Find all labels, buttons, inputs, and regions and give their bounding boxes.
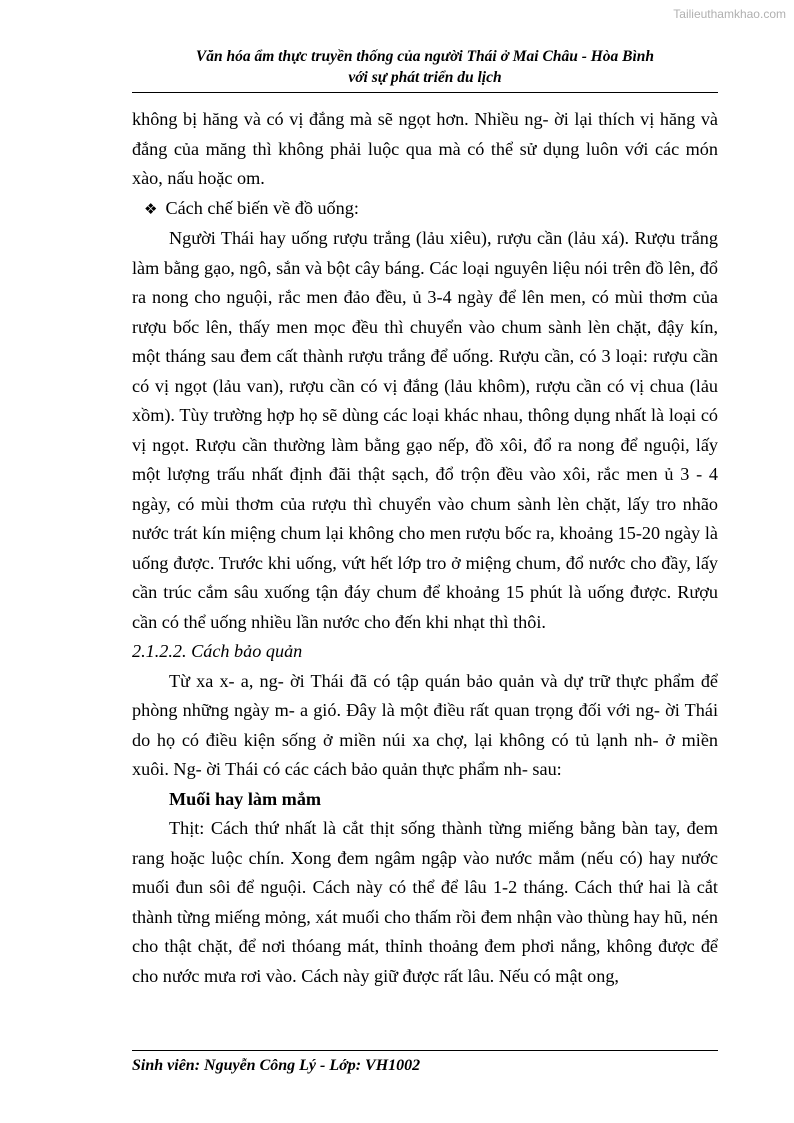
bullet-heading-text: Cách chế biến về đồ uống: xyxy=(165,197,359,218)
watermark: Tailieuthamkhao.com xyxy=(673,7,786,21)
page-body xyxy=(132,105,718,991)
paragraph-2: Người Thái hay uống rượu trắng (lảu xiêu), rượu cần (lảu xá). Rượu trắng làm bằng gạo, ngô, sắn và bột cây báng. Các loại nguyên liệu nói trên đồ lên, đổ ra nong cho nguội, rắc men đảo đều, ủ 3-4 ngày để lên men, có mùi thơm của rượu bốc lên, thấy men mọc đều thì chuyển vào chum sành lèn chặt, đậy kín, một tháng sau đem cất thành rượu trắng để uống. Rượu cần, có 3 loại: rượu cần có vị ngọt (lảu van), rượu cần có vị đắng (lảu khôm), rượu cần có vị chua (lảu xồm). Tùy trường hợp họ sẽ dùng các loại khác nhau, thông dụng nhất là loại có vị ngọt. Rượu cần thường làm bằng gạo nếp, đồ xôi, đổ ra nong để nguội, lấy một lượng trấu nhất định đãi thật sạch, đổ trộn đều vào xôi, rắc men ủ 3 - 4 ngày, có mùi thơm của rượu thì chuyển vào chum sành lèn chặt, lấy tro nhão nước trát kín miệng chum lại không cho men rượu bốc ra, khoảng 15-20 ngày là uống được. Trước khi uống, vứt hết lớp tro ở miệng chum, đổ nước cho đầy, lấy cần trúc cắm sâu xuống tận đáy chum để khoảng 15 phút là uống được. Rượu cần có thể uống nhiều lần nước cho đến khi nhạt thì thôi. xyxy=(132,228,718,632)
header-title-line-2: với sự phát triển du lịch xyxy=(348,69,502,86)
header-title-line-1: Văn hóa ẩm thực truyền thống của người Thái ở Mai Châu - Hòa Bình xyxy=(195,48,655,65)
page-footer: Sinh viên: Nguyễn Công Lý - Lớp: VH1002 xyxy=(132,1057,421,1074)
page-header xyxy=(132,46,718,88)
footer-divider xyxy=(132,1050,718,1051)
paragraph-4: Thịt: Cách thứ nhất là cắt thịt sống thành từng miếng bằng bàn tay, đem rang hoặc luộc chín. Xong đem ngâm ngập vào nước mắm (nếu có) hay nước muối đun sôi để nguội. Cách này có thể để lâu 1-2 tháng. Cách thứ hai là cắt thành từng miếng mỏng, xát muối cho thấm rồi đem nhận vào thùng hay hũ, nén cho thật chặt, để nơi thóang mát, thỉnh thoảng đem phơi nắng, không được để cho nước mưa rơi vào. Cách này giữ được rất lâu. Nếu có mật ong, xyxy=(132,818,718,986)
diamond-bullet-icon: ❖ xyxy=(144,199,158,218)
paragraph-1: không bị hăng và có vị đắng mà sẽ ngọt hơn. Nhiều ng- ời lại thích vị hăng và đắng của măng thì không phải luộc qua mà có thể sử dụng luôn với các món xào, nấu hoặc om. xyxy=(132,109,718,188)
bold-subheading: Muối hay làm mắm xyxy=(169,788,322,809)
bullet-heading xyxy=(132,194,718,225)
header-divider xyxy=(132,92,718,93)
paragraph-3: Từ xa x- a, ng- ời Thái đã có tập quán bảo quản và dự trữ thực phẩm để phòng những ngày m- a gió. Đây là một điều rất quan trọng đối với ng- ời Thái do họ có điều kiện sống ở miền núi xa chợ, lại không có tủ lạnh nh- ở miền xuôi. Ng- ời Thái có các cách bảo quản thực phẩm nh- sau: xyxy=(132,670,718,779)
section-heading: 2.1.2.2. Cách bảo quản xyxy=(132,641,303,661)
